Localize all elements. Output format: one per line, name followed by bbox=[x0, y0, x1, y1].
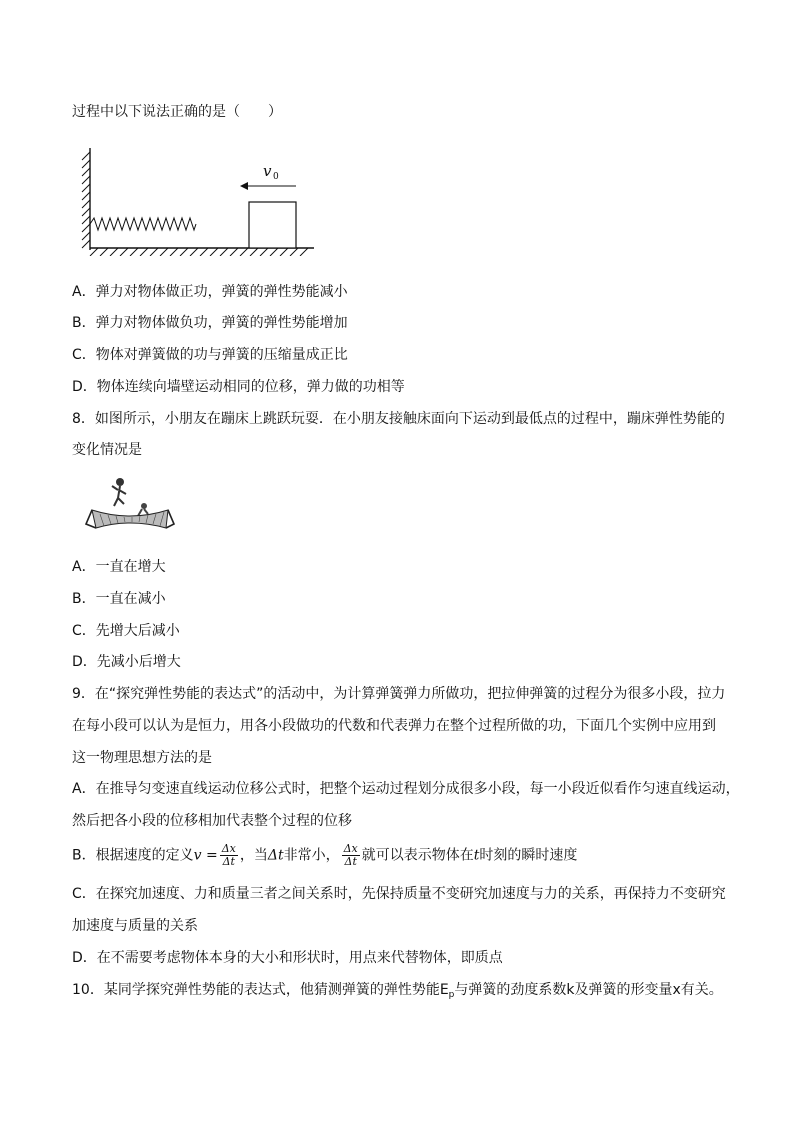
q7-option-a: A．弹力对物体做正功，弹簧的弹性势能减小 bbox=[72, 284, 348, 300]
q9-option-b-t: t bbox=[473, 847, 480, 864]
q10-stem-b: 与弹簧的劲度系数k及弹簧的形变量x有关。 bbox=[454, 982, 723, 998]
q10-stem-a: 10．某同学探究弹性势能的表达式，他猜测弹簧的弹性势能E bbox=[72, 982, 449, 998]
q9-option-b-suffix1: 就可以表示物体在 bbox=[361, 847, 474, 864]
fraction-numerator-2: Δx bbox=[343, 842, 358, 855]
instant-velocity-fraction bbox=[342, 843, 360, 868]
spring-block-figure bbox=[76, 146, 326, 256]
q7-option-d: D．物体连续向墙壁运动相同的位移，弹力做的功相等 bbox=[72, 379, 405, 395]
q9-option-b-suffix2: 时刻的瞬时速度 bbox=[479, 847, 578, 864]
q9-stem-line3: 这一物理思想方法的是 bbox=[72, 750, 212, 766]
q9-option-b-v: v = bbox=[193, 847, 218, 864]
q9-stem-line2: 在每小段可以认为是恒力，用各小段做功的代数和代表弹力在整个过程所做的功，下面几个实例中应用到 bbox=[72, 718, 716, 734]
q10-stem-sub: p bbox=[448, 990, 455, 1000]
velocity-definition-fraction bbox=[220, 843, 238, 868]
velocity-label: v bbox=[263, 162, 272, 180]
q9-option-b-mid2: 非常小， bbox=[283, 847, 340, 864]
q8-option-b: B．一直在减小 bbox=[72, 591, 166, 607]
q9-option-b-mid1: ，当 bbox=[239, 847, 268, 864]
q7-stem-tail: 过程中以下说法正确的是（ ） bbox=[72, 104, 282, 120]
q8-stem-line1: 8．如图所示，小朋友在蹦床上跳跃玩耍．在小朋友接触床面向下运动到最低点的过程中，蹦床弹性势能的 bbox=[72, 411, 725, 427]
q9-option-b-prefix: B．根据速度的定义 bbox=[72, 847, 194, 864]
q7-option-c: C．物体对弹簧做的功与弹簧的压缩量成正比 bbox=[72, 347, 348, 363]
q9-option-d: D．在不需要考虑物体本身的大小和形状时，用点来代替物体，即质点 bbox=[72, 950, 503, 966]
q10-stem bbox=[72, 980, 723, 1005]
q9-option-b-dt: Δt bbox=[267, 847, 284, 864]
q9-option-c-line1: C．在探究加速度、力和质量三者之间关系时，先保持质量不变研究加速度与力的关系，再保持力不变研究 bbox=[72, 886, 726, 902]
velocity-label-sub: 0 bbox=[273, 172, 279, 182]
q9-stem-line1: 9．在“探究弹性势能的表达式”的活动中，为计算弹簧弹力所做功，把拉伸弹簧的过程分为很多小段，拉力 bbox=[72, 686, 726, 702]
q9-option-a-line2: 然后把各小段的位移相加代表整个过程的位移 bbox=[72, 813, 352, 829]
q9-option-c-line2: 加速度与质量的关系 bbox=[72, 918, 198, 934]
q8-stem-line2: 变化情况是 bbox=[72, 442, 142, 458]
q8-option-c: C．先增大后减小 bbox=[72, 623, 180, 639]
block bbox=[249, 202, 296, 248]
q9-option-a-line1: A．在推导匀变速直线运动位移公式时，把整个运动过程划分成很多小段，每一小段近似看作匀速直线运动， bbox=[72, 781, 740, 797]
fraction-numerator: Δx bbox=[221, 842, 236, 855]
q8-option-d: D．先减小后增大 bbox=[72, 654, 181, 670]
trampoline-figure bbox=[80, 474, 180, 540]
q9-option-b bbox=[72, 843, 577, 868]
q7-option-b: B．弹力对物体做负功，弹簧的弹性势能增加 bbox=[72, 315, 348, 331]
q8-option-a: A．一直在增大 bbox=[72, 559, 166, 575]
fraction-denominator-2: Δt bbox=[344, 855, 357, 868]
spring bbox=[90, 218, 196, 230]
fraction-denominator: Δt bbox=[222, 855, 235, 868]
